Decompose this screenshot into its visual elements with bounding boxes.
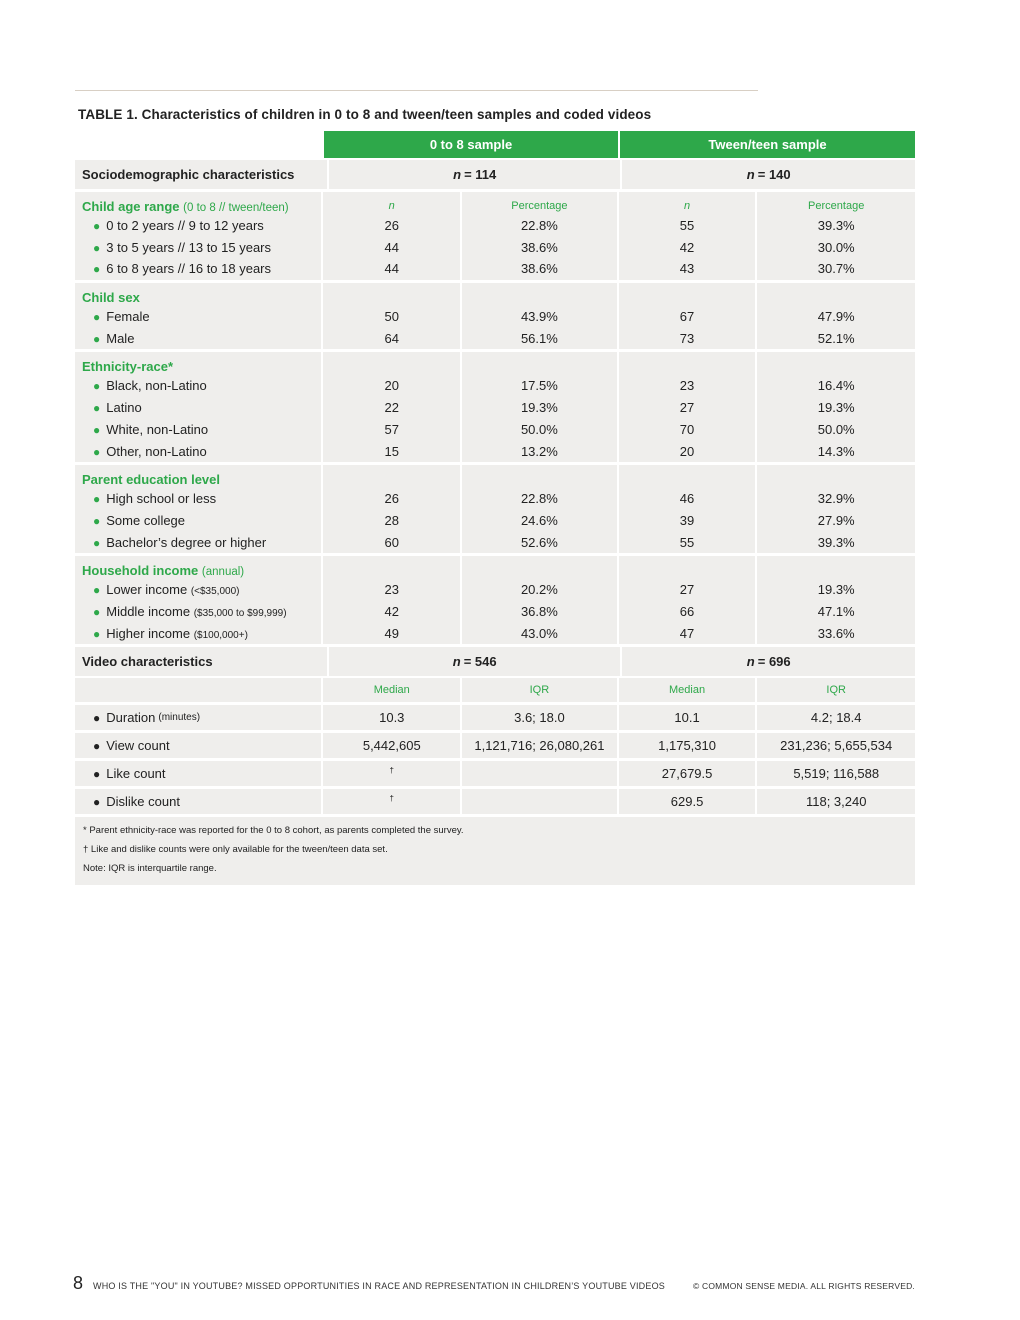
value-a-pct: 22.8% [520, 218, 558, 233]
col-label-pct [462, 562, 617, 579]
value-b-n: 43 [679, 261, 695, 277]
value-col-a-pct [462, 465, 617, 553]
group-item [75, 397, 321, 419]
value-col-b-pct [757, 556, 915, 644]
page-footer [73, 1273, 915, 1293]
n-symbol: n [453, 167, 462, 182]
value-a-pct: 13.2% [520, 443, 558, 459]
bullet-icon: ● [93, 492, 101, 507]
value-b-n: 42 [679, 239, 695, 255]
item-label: Lower income [106, 582, 188, 598]
value-a-median: 10.3 [323, 705, 460, 730]
item-label: Bachelor’s degree or higher [106, 534, 267, 550]
value-b-iqr: 231,236; 5,655,534 [757, 733, 915, 758]
group-label-cell [75, 283, 321, 349]
value-b-n: 46 [679, 491, 695, 507]
value-a-pct: 36.8% [520, 603, 558, 619]
bullet-icon: ● [93, 379, 101, 394]
value-a-n: 22 [384, 400, 399, 416]
value-a-pct: 19.3% [520, 400, 558, 416]
value-b-pct: 19.3% [817, 582, 855, 598]
video-row-label [75, 789, 321, 814]
group-title-text: Child age range [82, 199, 180, 214]
group-label-cell [75, 556, 321, 644]
col-label-n [323, 289, 460, 306]
col-label-pct [462, 471, 617, 488]
table-title: TABLE 1. Characteristics of children in 0 to 8 and tween/teen samples and coded videos [78, 107, 652, 122]
bullet-icon: ● [93, 422, 101, 437]
value-col-b-pct [757, 465, 915, 553]
group-2 [75, 352, 915, 462]
group-title-text: Ethnicity-race* [82, 359, 174, 375]
group-title [75, 198, 321, 215]
group-title-text: Parent education level [82, 472, 220, 488]
value-b-pct: 27.9% [817, 512, 855, 528]
n-symbol: n [746, 654, 755, 670]
value-a-median: 5,442,605 [323, 733, 460, 758]
characteristics-table [75, 131, 915, 885]
video-n-0-to-8: n = 546 [329, 647, 621, 676]
header-tween-teen-sample: Tween/teen sample [620, 131, 915, 158]
video-label-note: (minutes) [158, 712, 201, 724]
n-symbol: n [746, 167, 755, 182]
value-a-n: 44 [384, 239, 399, 255]
value-b-pct: 39.3% [817, 534, 855, 550]
value-b-pct: 33.6% [817, 625, 855, 641]
group-item [75, 328, 321, 350]
value-a-n: 28 [384, 512, 399, 528]
value-a-n: 50 [384, 309, 399, 325]
value-b-iqr: 4.2; 18.4 [757, 705, 915, 730]
note-like-dislike: † Like and dislike counts were only available for the tween/teen data set. [83, 844, 388, 856]
value-b-n: 39 [679, 512, 695, 528]
value-b-pct: 30.7% [817, 261, 855, 277]
bullet-icon: ● [93, 513, 101, 528]
group-subtitle: (annual) [201, 566, 245, 579]
col-label-n [323, 471, 460, 488]
col-label-n: n [683, 200, 691, 212]
item-label: 0 to 2 years // 9 to 12 years [106, 218, 264, 233]
group-title [75, 358, 321, 375]
value-b-median: 27,679.5 [619, 761, 756, 786]
group-title [75, 289, 321, 306]
group-item [75, 441, 321, 463]
value-col-b-n [619, 556, 756, 644]
group-4 [75, 556, 915, 644]
item-label: Some college [106, 512, 186, 528]
value-a-pct: 50.0% [520, 421, 558, 437]
value-b-n: 27 [679, 582, 695, 598]
bullet-icon: ● [93, 219, 101, 233]
group-item [75, 579, 321, 601]
group-title-text: Child sex [82, 290, 140, 306]
value-a-n: 64 [384, 330, 399, 346]
value-a-pct: 17.5% [520, 378, 558, 394]
item-label: Middle income [106, 603, 191, 619]
item-label: Female [106, 309, 150, 325]
value-col-b-n [619, 283, 756, 349]
item-label: Black, non-Latino [106, 378, 207, 394]
item-label: Latino [106, 400, 142, 416]
item-label: Male [106, 330, 135, 346]
value-b-n: 20 [679, 443, 695, 459]
value-b-pct: 30.0% [817, 239, 855, 255]
group-subtitle: (0 to 8 // tween/teen) [183, 202, 289, 214]
col-iqr-a: IQR [462, 678, 617, 702]
value-b-pct: 47.1% [817, 603, 855, 619]
value-b-n: 70 [679, 421, 695, 437]
video-label-text: View count [106, 738, 170, 754]
value-col-a-n [323, 192, 460, 280]
bullet-icon: ● [93, 310, 101, 325]
col-label-n [323, 562, 460, 579]
value-a-iqr: 1,121,716; 26,080,261 [462, 733, 617, 758]
value-col-a-n [323, 352, 460, 462]
value-col-b-pct [757, 283, 915, 349]
bullet-icon: ● [93, 738, 101, 753]
header-blank-cell [75, 131, 322, 158]
socio-label: Sociodemographic characteristics [75, 160, 327, 189]
value-a-n: 57 [384, 421, 399, 437]
item-label: Higher income [106, 625, 191, 641]
col-label-pct: Percentage [808, 200, 865, 212]
page-number: 8 [73, 1273, 84, 1293]
group-0 [75, 192, 915, 280]
socio-header-row [75, 160, 915, 189]
value-col-b-n [619, 192, 756, 280]
col-label-n [619, 358, 756, 375]
value-a-pct: 20.2% [520, 582, 558, 598]
value-b-n: 23 [679, 378, 695, 394]
value-a-pct: 56.1% [520, 330, 558, 346]
group-item [75, 419, 321, 441]
group-item [75, 237, 321, 259]
item-note: ($100,000+) [193, 629, 248, 641]
value-b-n: 55 [679, 534, 695, 550]
video-row [75, 789, 915, 814]
col-median-a: Median [323, 678, 460, 702]
bullet-icon: ● [93, 401, 101, 416]
value-a-pct: 38.6% [520, 239, 558, 255]
value-b-median: 629.5 [619, 789, 756, 814]
value-col-a-pct [462, 192, 617, 280]
value-a-n: 15 [384, 443, 399, 459]
value-b-iqr: 118; 3,240 [757, 789, 915, 814]
col-label-pct [757, 358, 915, 375]
col-label-n: n [388, 200, 395, 212]
value-col-a-n [323, 283, 460, 349]
video-label: Video characteristics [75, 647, 327, 676]
col-label-n [323, 358, 460, 375]
bullet-icon: ● [93, 794, 101, 809]
group-item [75, 532, 321, 554]
group-1 [75, 283, 915, 349]
col-label-pct [462, 289, 617, 306]
value-a-pct: 52.6% [520, 534, 558, 550]
value-a-n: 20 [384, 378, 399, 394]
video-label-text: Duration [106, 710, 156, 726]
group-item [75, 375, 321, 397]
group-label-cell [75, 465, 321, 553]
group-item [75, 601, 321, 623]
value-b-n: 73 [679, 330, 695, 346]
value-col-a-n [323, 556, 460, 644]
bullet-icon: ● [93, 262, 101, 277]
note-iqr: Note: IQR is interquartile range. [83, 863, 217, 875]
value-a-median: † [323, 789, 460, 814]
value-a-iqr [462, 761, 617, 786]
video-row [75, 761, 915, 786]
value-col-a-pct [462, 352, 617, 462]
value-b-pct: 14.3% [817, 443, 855, 459]
header-0-to-8-sample: 0 to 8 sample [324, 131, 618, 158]
value-a-n: 44 [384, 261, 399, 277]
col-label-n [619, 289, 756, 306]
value-col-b-pct [757, 352, 915, 462]
value-a-n: 60 [384, 534, 399, 550]
item-note: ($35,000 to $99,999) [193, 607, 287, 619]
value-col-a-pct [462, 556, 617, 644]
video-row-label [75, 761, 321, 786]
col-median-b: Median [619, 678, 756, 702]
n-symbol: n [452, 654, 461, 670]
bullet-icon: ● [93, 710, 101, 725]
item-note: (<$35,000) [190, 586, 240, 598]
item-label: Other, non-Latino [106, 443, 207, 459]
item-label: 3 to 5 years // 13 to 15 years [106, 239, 272, 255]
value-a-n: 49 [384, 625, 399, 641]
video-col-blank [75, 678, 321, 702]
socio-n-tween-teen: n = 140 [622, 160, 915, 189]
col-label-pct [757, 289, 915, 306]
video-rows [75, 705, 915, 814]
bullet-icon: ● [93, 331, 101, 346]
value-a-n: 26 [384, 218, 399, 233]
value-b-n: 55 [679, 218, 695, 233]
value-b-median: 1,175,310 [619, 733, 756, 758]
video-header-row [75, 647, 915, 676]
col-label-pct: Percentage [511, 200, 568, 212]
value-col-a-n [323, 465, 460, 553]
value-a-pct: 43.9% [520, 309, 558, 325]
value-col-b-n [619, 352, 756, 462]
item-label: High school or less [106, 491, 217, 507]
value-col-b-n [619, 465, 756, 553]
value-a-pct: 22.8% [520, 491, 558, 507]
col-iqr-b: IQR [757, 678, 915, 702]
table-header-row [75, 131, 915, 158]
value-a-pct: 24.6% [520, 512, 558, 528]
video-label-text: Dislike count [106, 794, 180, 810]
video-col-labels-row [75, 678, 915, 702]
video-n-tween-teen: n = 696 [622, 647, 915, 676]
value-b-n: 27 [679, 400, 695, 416]
group-title [75, 562, 321, 579]
group-item [75, 510, 321, 532]
group-3 [75, 465, 915, 553]
value-b-n: 47 [679, 625, 695, 641]
col-label-n [619, 471, 756, 488]
value-b-n: 67 [679, 309, 695, 325]
value-b-pct: 19.3% [817, 400, 855, 416]
bullet-icon: ● [93, 535, 101, 550]
copyright: © COMMON SENSE MEDIA. ALL RIGHTS RESERVED. [692, 1281, 915, 1291]
value-a-n: 23 [384, 582, 399, 598]
value-b-pct: 50.0% [817, 421, 855, 437]
group-item [75, 623, 321, 645]
value-a-iqr: 3.6; 18.0 [462, 705, 617, 730]
group-label-cell [75, 352, 321, 462]
top-rule [75, 90, 758, 91]
col-label-n [619, 562, 756, 579]
video-row [75, 705, 915, 730]
bullet-icon: ● [93, 583, 101, 598]
value-a-pct: 43.0% [520, 625, 558, 641]
bullet-icon: ● [93, 766, 101, 781]
value-b-pct: 32.9% [817, 491, 855, 507]
col-label-pct [757, 471, 915, 488]
value-b-pct: 39.3% [817, 218, 855, 233]
video-row [75, 733, 915, 758]
value-b-pct: 52.1% [817, 330, 855, 346]
note-ethnicity: * Parent ethnicity-race was reported for the 0 to 8 cohort, as parents completed the survey. [83, 825, 464, 837]
col-label-pct [462, 358, 617, 375]
col-label-pct [757, 562, 915, 579]
item-label: White, non-Latino [106, 421, 209, 437]
value-a-n: 26 [384, 491, 399, 507]
group-title-text: Household income [82, 563, 199, 579]
bullet-icon: ● [93, 604, 101, 619]
item-label: 6 to 8 years // 16 to 18 years [106, 261, 272, 277]
socio-n-0-to-8: n = 114 [329, 160, 621, 189]
value-b-pct: 47.9% [817, 309, 855, 325]
group-item [75, 215, 321, 237]
video-row-label [75, 705, 321, 730]
video-label-text: Like count [106, 766, 166, 782]
group-label-cell [75, 192, 321, 280]
bullet-icon: ● [93, 240, 101, 255]
group-title [75, 471, 321, 488]
value-col-b-pct [757, 192, 915, 280]
video-row-label [75, 733, 321, 758]
value-b-pct: 16.4% [817, 378, 855, 394]
value-col-a-pct [462, 283, 617, 349]
sociodemographic-groups [75, 192, 915, 644]
value-b-iqr: 5,519; 116,588 [757, 761, 915, 786]
value-a-pct: 38.6% [520, 261, 558, 277]
bullet-icon: ● [93, 444, 101, 459]
value-b-median: 10.1 [619, 705, 756, 730]
group-item [75, 258, 321, 280]
group-item [75, 488, 321, 510]
value-a-median: † [323, 761, 460, 786]
group-item [75, 306, 321, 328]
value-b-n: 66 [679, 603, 695, 619]
footer-title: WHO IS THE "YOU" IN YOUTUBE? MISSED OPPORTUNITIES IN RACE AND REPRESENTATION IN CHILDREN’S YOUTUBE VIDEOS [93, 1281, 665, 1291]
table-notes [75, 817, 915, 885]
bullet-icon: ● [93, 626, 101, 641]
value-a-iqr [462, 789, 617, 814]
value-a-n: 42 [384, 603, 399, 619]
